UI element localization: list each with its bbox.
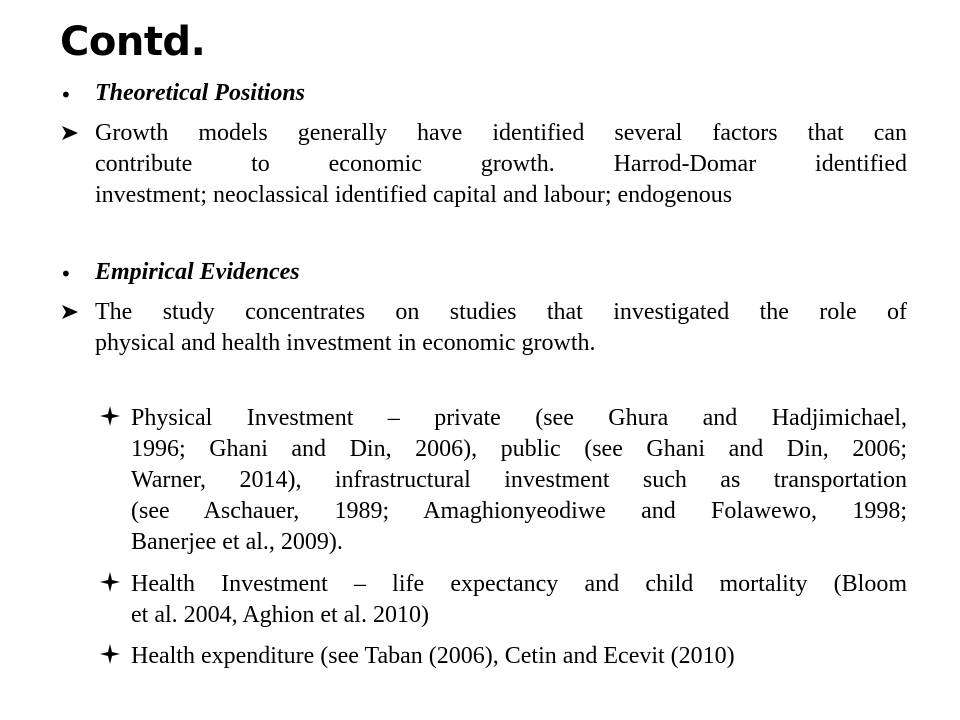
point-line: contribute to economic growth. Harrod-Domar identified xyxy=(95,151,907,177)
slide-title: Contd. xyxy=(60,19,206,65)
bullet-dot-icon: • xyxy=(60,262,72,286)
section-heading: Empirical Evidences xyxy=(95,259,300,285)
subpoint-line: 1996; Ghani and Din, 2006), public (see Ghani and Din, 2006; xyxy=(131,436,907,462)
point-line: physical and health investment in economic growth. xyxy=(95,330,596,356)
section-heading: Theoretical Positions xyxy=(95,80,305,106)
point-line: The study concentrates on studies that investigated the role of xyxy=(95,299,907,325)
point-line: investment; neoclassical identified capital and labour; endogenous xyxy=(95,182,733,208)
diamond-bullet-icon xyxy=(99,571,121,601)
subpoint-line: Health Investment – life expectancy and child mortality (Bloom xyxy=(131,571,907,597)
bullet-dot-icon: • xyxy=(60,83,72,107)
diamond-bullet-icon xyxy=(99,405,121,435)
diamond-bullet-icon xyxy=(99,643,121,673)
subpoint-line: Physical Investment – private (see Ghura and Hadjimichael, xyxy=(131,405,907,431)
point-line: Growth models generally have identified several factors that can xyxy=(95,120,907,146)
subpoint-line: Warner, 2014), infrastructural investment such as transportation xyxy=(131,467,907,493)
arrow-bullet-icon xyxy=(61,299,79,329)
subpoint-line: Health expenditure (see Taban (2006), Cetin and Ecevit (2010) xyxy=(131,643,735,669)
subpoint-line: (see Aschauer, 1989; Amaghionyeodiwe and Folawewo, 1998; xyxy=(131,498,907,524)
subpoint-line: et al. 2004, Aghion et al. 2010) xyxy=(131,602,429,628)
arrow-bullet-icon xyxy=(61,120,79,150)
subpoint-line: Banerjee et al., 2009). xyxy=(131,529,343,555)
